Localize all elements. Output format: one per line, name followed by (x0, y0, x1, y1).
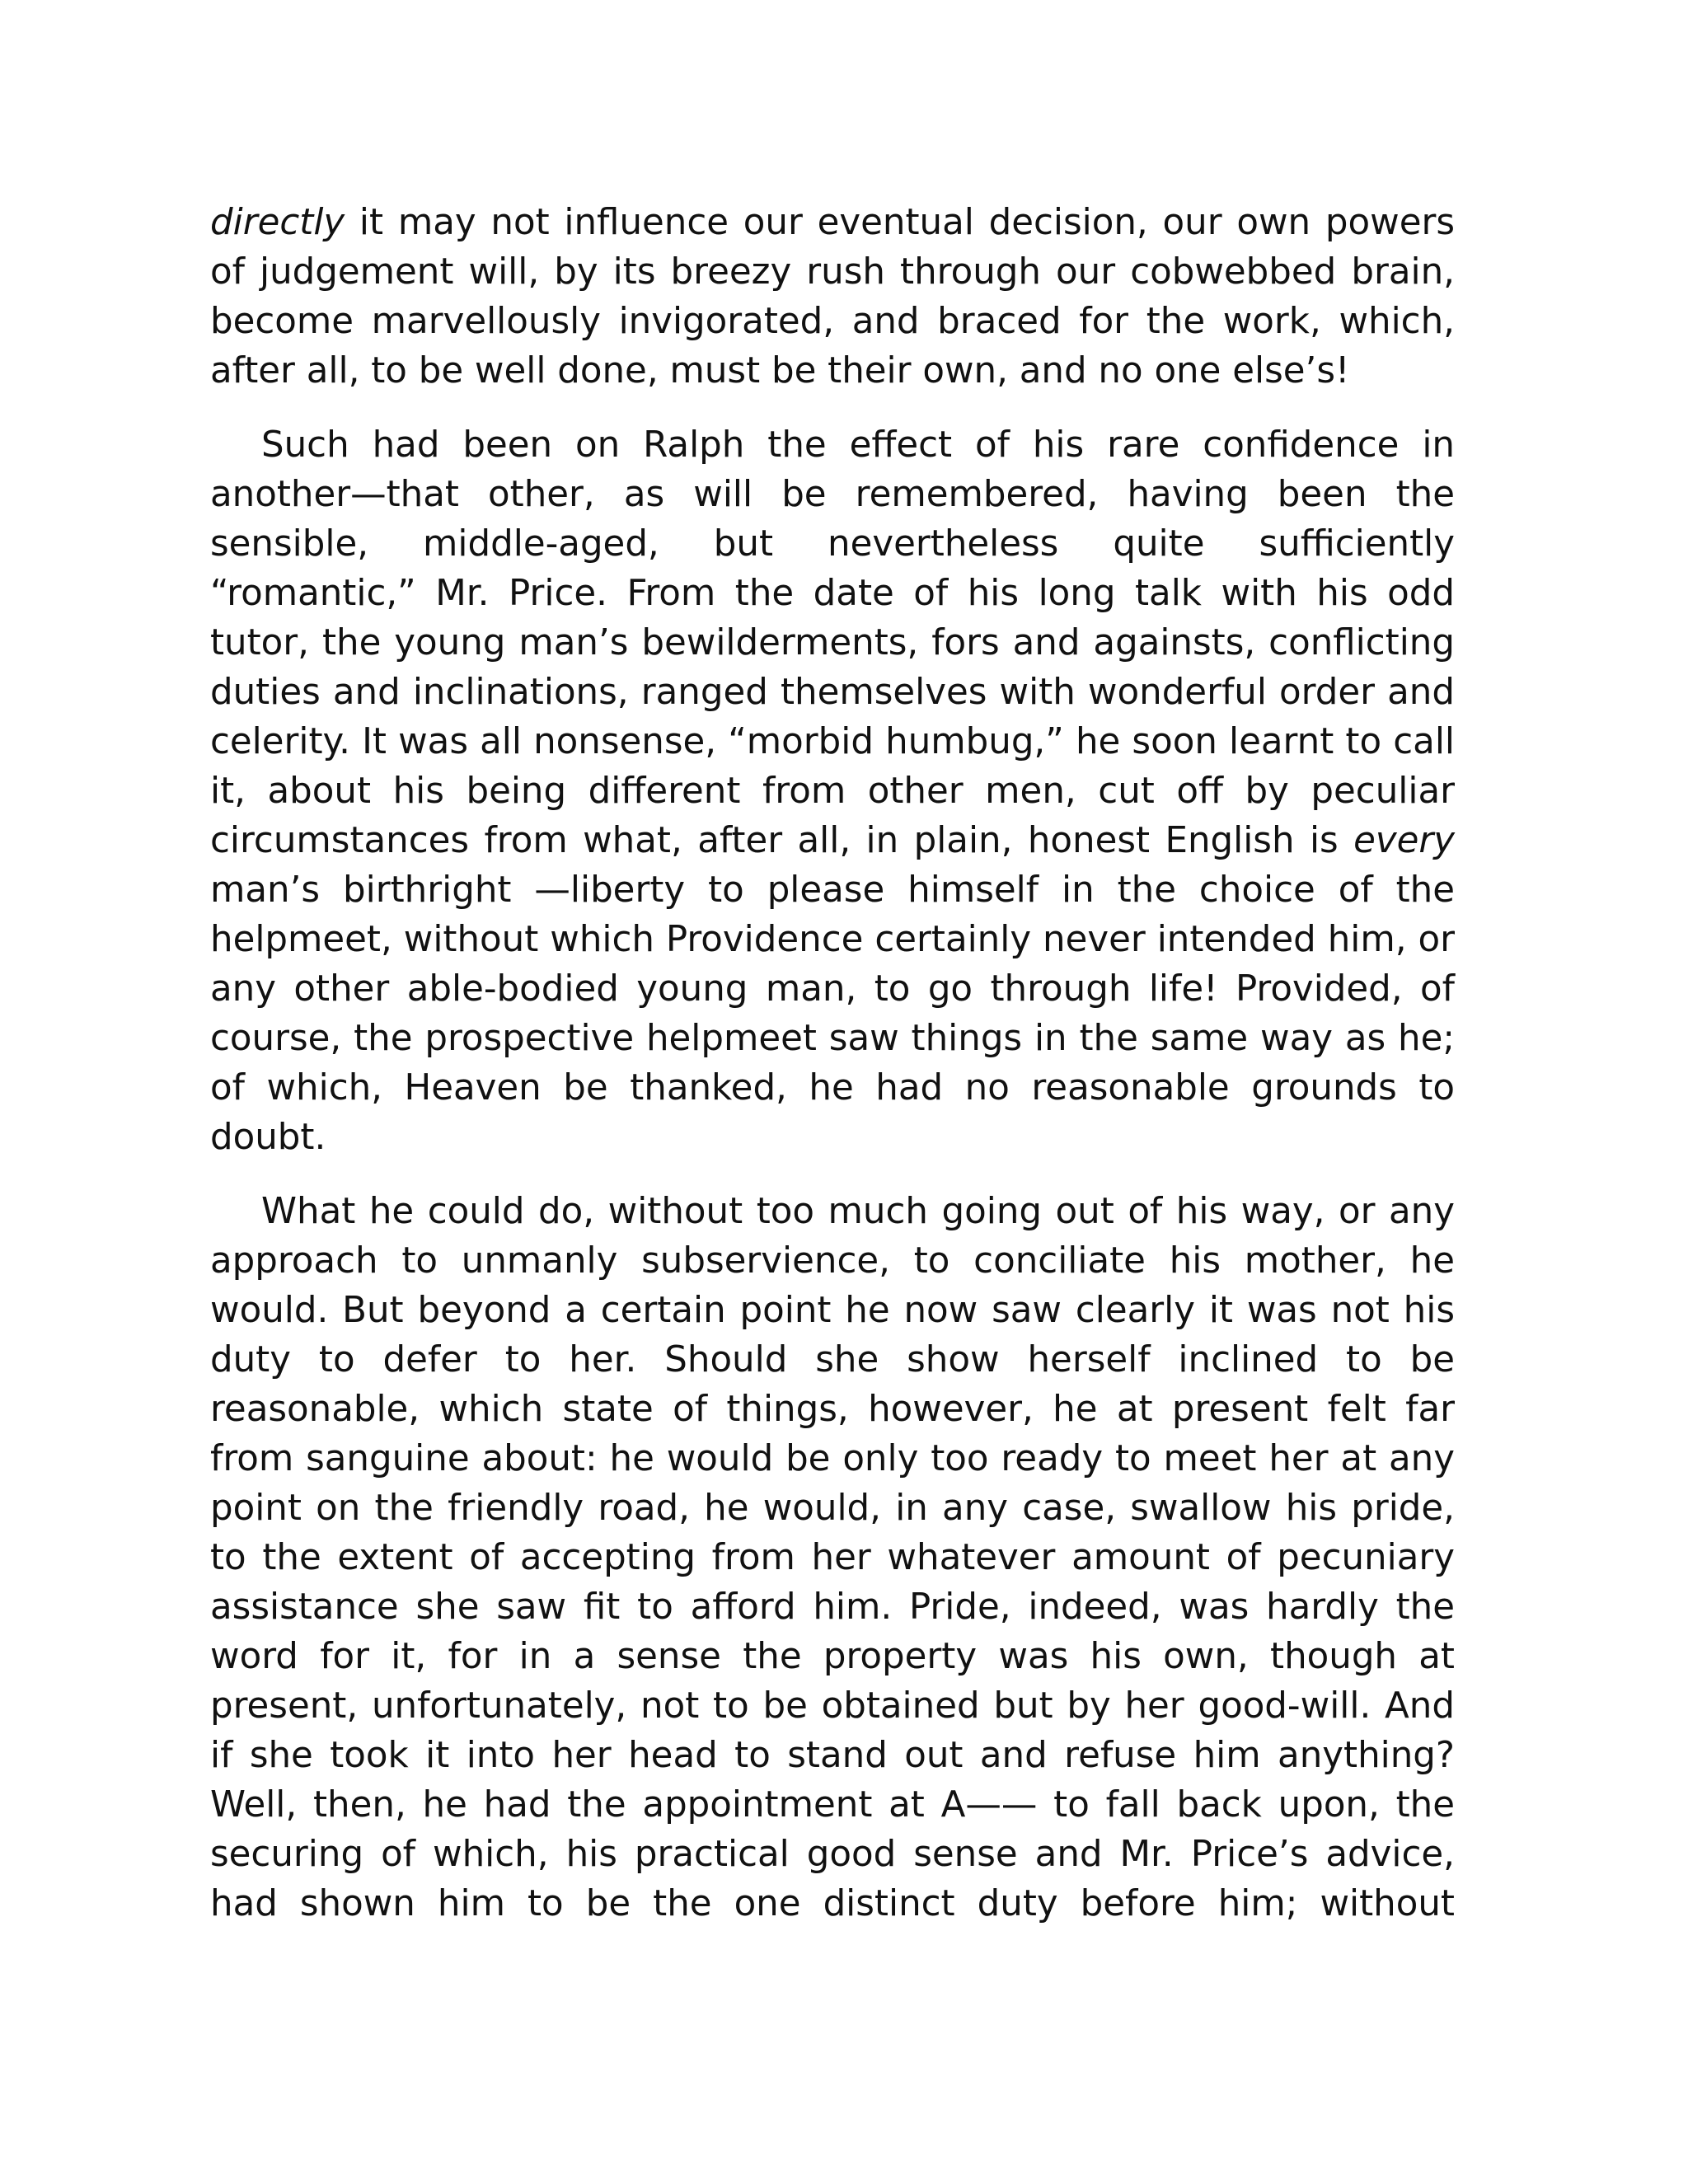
paragraph-2-italic-word: every (1353, 820, 1455, 861)
paragraph-3 (210, 1187, 1455, 1929)
paragraph-3-text: What he could do, without too much going out of his way, or any approach to unmanly subservience, to conciliate his mother, he would. But beyond a certain point he now saw clearly it was not his duty to defer to her. Should she show herself inclined to be reasonable, which state of things, however, he at present felt far from sanguine about: he would be only too ready to meet her at any point on the friendly road, he would, in any case, swallow his pride, to the extent of accepting from her whatever amount of pecuniary assistance she saw fit to afford him. Pride, indeed, was hardly the word for it, for in a sense the property was his own, though at present, unfortunately, not to be obtained but by her good-will. And if she took it into her head to stand out and refuse him anything? Well, then, he had the appointment at A—— to fall back upon, the securing of which, his practical good sense and Mr. Price’s advice, had shown him to be the one distinct duty before him; without (210, 1191, 1455, 1924)
paragraph-1-text: it may not influence our eventual decision, our own powers of judgement will, by its breezy rush through our cobwebbed brain, become marvellously invigorated, and braced for the work, which, after all, to be well done, must be their own, and no one else’s! (210, 202, 1455, 391)
document-page (210, 198, 1455, 1929)
paragraph-2-text-b: man’s birthright —liberty to please himself in the choice of the helpmeet, without which Providence certainly never intended him, or any other able-bodied young man, to go through life! Provided, of course, the prospective helpmeet saw things in the same way as he; of which, Heaven be thanked, he had no reasonable grounds to doubt. (210, 869, 1455, 1158)
paragraph-2-text-a: Such had been on Ralph the effect of his rare confidence in another—that other, as will be remembered, having been the sensible, middle-aged, but nevertheless quite sufficiently “romantic,” Mr. Price. From the date of his long talk with his odd tutor, the young man’s bewilderments, fors and againsts, conflicting duties and inclinations, ranged themselves with wonderful order and celerity. It was all nonsense, “morbid humbug,” he soon learnt to call it, about his being different from other men, cut off by peculiar circumstances from what, after all, in plain, honest English is (210, 424, 1455, 861)
paragraph-1-italic-word: directly (210, 202, 345, 243)
paragraph-1 (210, 198, 1455, 396)
paragraph-2 (210, 420, 1455, 1162)
